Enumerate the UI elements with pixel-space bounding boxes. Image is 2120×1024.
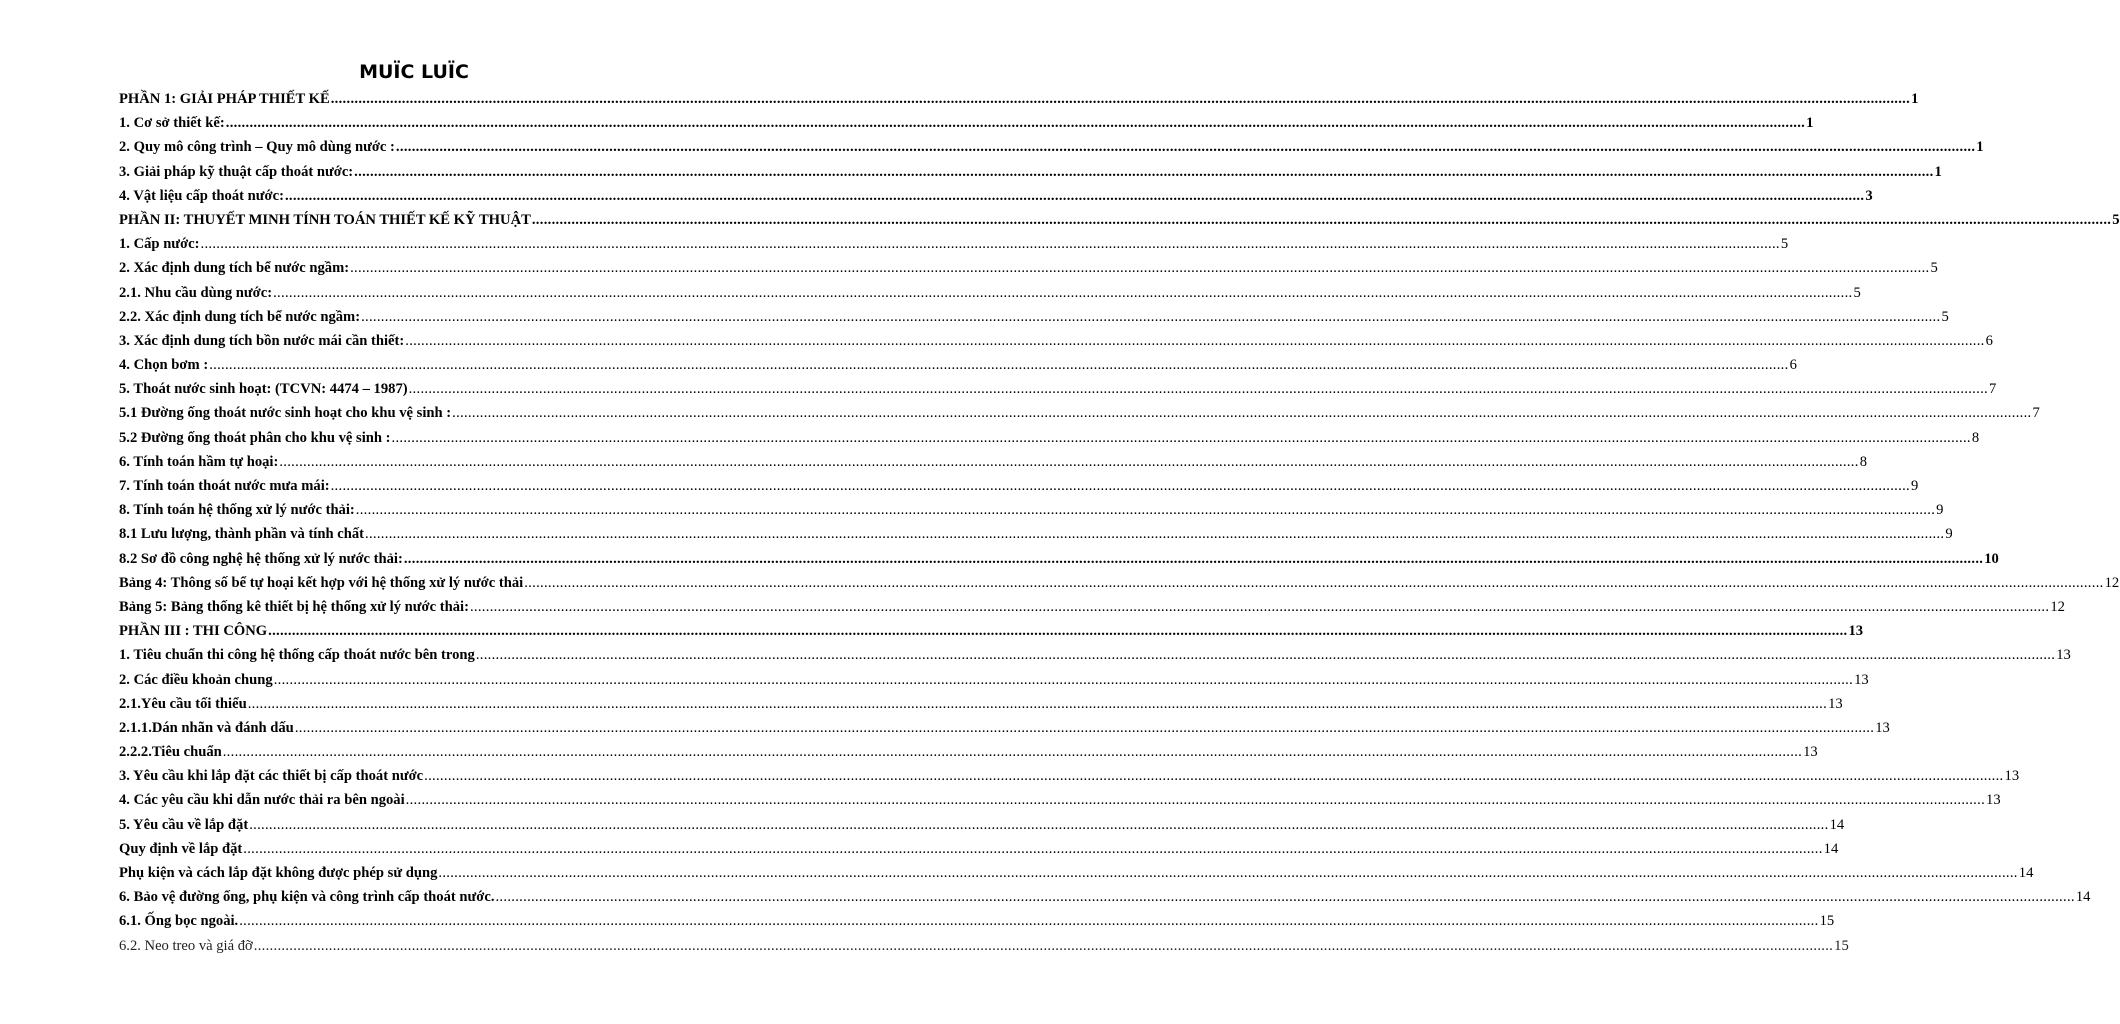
toc-entry[interactable] xyxy=(119,740,1818,764)
toc-entry[interactable] xyxy=(119,281,1861,305)
toc-entry[interactable] xyxy=(119,87,1919,111)
dot-leader: ................................................................................................................................................................................................................................................................................................................................................................................................................ xyxy=(355,502,1936,519)
toc-entry-text: 8.2 Sơ đồ công nghệ hệ thống xử lý nước thải: xyxy=(119,550,403,567)
dot-leader: ................................................................................................................................................................................................................................................................................................................................................................................................................ xyxy=(268,623,1848,640)
toc-entry-page: 3 xyxy=(1865,187,1873,204)
dot-leader: ................................................................................................................................................................................................................................................................................................................................................................................................................ xyxy=(330,91,1911,107)
toc-entry[interactable] xyxy=(119,861,2034,885)
toc-entry-page: 12 xyxy=(2104,574,2120,591)
toc-entry-page: 14 xyxy=(1823,840,1839,857)
toc-entry-text: 5. Thoát nước sinh hoạt: (TCVN: 4474 – 1987) xyxy=(119,381,408,398)
dot-leader: ................................................................................................................................................................................................................................................................................................................................................................................................................ xyxy=(225,115,1806,132)
dot-leader: ................................................................................................................................................................................................................................................................................................................................................................................................................ xyxy=(438,865,2018,881)
toc-entry-page: 5 xyxy=(1941,308,1949,325)
toc-entry[interactable] xyxy=(119,788,2001,812)
toc-entry-text: 2.2. Xác định dung tích bể nước ngầm: xyxy=(119,308,361,325)
toc-entry[interactable] xyxy=(119,909,1835,933)
toc-entry[interactable] xyxy=(119,232,1789,256)
toc-entry-text: 2.1. Nhu cầu dùng nước: xyxy=(119,284,273,301)
toc-entry-text: 1. Cấp nước: xyxy=(119,236,200,253)
toc-entry[interactable] xyxy=(119,764,2020,788)
toc-entry-text: 8. Tính toán hệ thống xử lý nước thải: xyxy=(119,502,355,519)
dot-leader: ................................................................................................................................................................................................................................................................................................................................................................................................................ xyxy=(354,163,1934,180)
toc-entry-page: 13 xyxy=(2004,768,2020,785)
toc-entry[interactable] xyxy=(119,716,1890,740)
toc-entry-page: 8 xyxy=(1971,429,1980,446)
toc-entry-page: 1 xyxy=(1976,139,1984,156)
toc-entry-page: 7 xyxy=(1988,381,1997,398)
toc-entry-page: 14 xyxy=(2075,889,2091,906)
toc-entry-text: 8.1 Lưu lượng, thành phần và tính chất xyxy=(119,526,364,543)
toc-entry-text: 6. Bảo vệ đường ống, phụ kiện và công trình cấp thoát nước. xyxy=(119,889,495,906)
toc-entry-page: 15 xyxy=(1834,937,1849,954)
toc-entry-text: 4. Chọn bơm : xyxy=(119,357,209,374)
toc-entry-page: 6 xyxy=(1985,332,1993,349)
toc-entry-page: 5 xyxy=(1853,284,1861,301)
toc-entry-page: 5 xyxy=(1930,260,1938,277)
toc-entry[interactable] xyxy=(119,377,1997,401)
toc-entry[interactable] xyxy=(119,885,2091,909)
toc-entry[interactable] xyxy=(119,208,2120,232)
toc-entry[interactable] xyxy=(119,547,1999,571)
dot-leader: ................................................................................................................................................................................................................................................................................................................................................................................................................ xyxy=(330,478,1910,494)
toc-entry-text: PHẦN 1: GIẢI PHÁP THIẾT KẾ xyxy=(119,91,330,107)
toc-entry-text: 6.1. Ống bọc ngoài. xyxy=(119,913,239,930)
toc-entry-page: 13 xyxy=(1875,719,1890,736)
toc-entry-text: 1. Cơ sở thiết kế: xyxy=(119,115,225,132)
table-of-contents xyxy=(119,87,2120,958)
toc-entry-page: 6 xyxy=(1789,357,1797,374)
dot-leader: ................................................................................................................................................................................................................................................................................................................................................................................................................ xyxy=(424,768,2004,785)
toc-entry-page: 15 xyxy=(1819,913,1835,930)
toc-entry[interactable] xyxy=(119,813,1845,837)
toc-entry-page: 13 xyxy=(1848,623,1864,640)
toc-entry-text: 5. Yêu cầu về lắp đặt xyxy=(119,816,249,833)
page-title: MUÏC LUÏC xyxy=(359,61,469,83)
toc-entry-text: 5.1 Đường ống thoát nước sinh hoạt cho khu vệ sinh : xyxy=(119,405,452,422)
dot-leader: ................................................................................................................................................................................................................................................................................................................................................................................................................ xyxy=(279,453,1859,470)
dot-leader: ................................................................................................................................................................................................................................................................................................................................................................................................................ xyxy=(495,889,2075,906)
toc-entry[interactable] xyxy=(119,837,1839,861)
dot-leader: ................................................................................................................................................................................................................................................................................................................................................................................................................ xyxy=(273,671,1854,688)
toc-entry-page: 5 xyxy=(2112,211,2120,228)
dot-leader: ................................................................................................................................................................................................................................................................................................................................................................................................................ xyxy=(524,574,2104,591)
dot-leader: ................................................................................................................................................................................................................................................................................................................................................................................................................ xyxy=(243,840,1823,857)
toc-entry-page: 9 xyxy=(1910,478,1919,494)
toc-entry[interactable] xyxy=(119,474,1919,498)
toc-entry-text: 2. Xác định dung tích bể nước ngầm: xyxy=(119,260,350,277)
toc-entry-text: 2.1.1.Dán nhãn và đánh dấu xyxy=(119,719,294,736)
toc-entry-text: Bảng 5: Bảng thống kê thiết bị hệ thống xử lý nước thải: xyxy=(119,598,469,615)
toc-entry[interactable] xyxy=(119,643,2071,667)
toc-entry-page: 1 xyxy=(1934,163,1942,180)
toc-entry-text: 7. Tính toán thoát nước mưa mái: xyxy=(119,478,330,494)
toc-entry-text: 5.2 Đường ống thoát phân cho khu vệ sinh : xyxy=(119,429,391,446)
dot-leader: ................................................................................................................................................................................................................................................................................................................................................................................................................ xyxy=(253,937,1834,954)
dot-leader: ................................................................................................................................................................................................................................................................................................................................................................................................................ xyxy=(273,284,1853,301)
toc-entry-text: 2.2.2.Tiêu chuẩn xyxy=(119,744,222,761)
toc-entry-page: 7 xyxy=(2032,405,2040,422)
toc-entry-page: 13 xyxy=(2056,647,2071,664)
dot-leader: ................................................................................................................................................................................................................................................................................................................................................................................................................ xyxy=(361,308,1941,325)
dot-leader: ................................................................................................................................................................................................................................................................................................................................................................................................................ xyxy=(209,357,1789,374)
toc-entry[interactable] xyxy=(119,305,1949,329)
toc-entry-page: 14 xyxy=(2018,865,2034,881)
toc-entry[interactable] xyxy=(119,934,1849,958)
toc-entry[interactable] xyxy=(119,522,1953,546)
toc-entry[interactable] xyxy=(119,401,2040,425)
toc-entry-text: 2. Quy mô công trình – Quy mô dùng nước : xyxy=(119,139,395,156)
toc-entry[interactable] xyxy=(119,135,1984,159)
dot-leader: ................................................................................................................................................................................................................................................................................................................................................................................................................ xyxy=(200,236,1780,253)
toc-entry-page: 14 xyxy=(1829,816,1845,833)
toc-entry-text: 3. Xác định dung tích bồn nước mái cần thiết: xyxy=(119,332,405,349)
toc-entry-page: 13 xyxy=(1828,695,1843,712)
dot-leader: ................................................................................................................................................................................................................................................................................................................................................................................................................ xyxy=(222,744,1803,761)
toc-entry-page: 8 xyxy=(1859,453,1867,470)
toc-entry-page: 9 xyxy=(1936,502,1944,519)
dot-leader: ................................................................................................................................................................................................................................................................................................................................................................................................................ xyxy=(403,550,1984,567)
toc-entry[interactable] xyxy=(119,184,1873,208)
toc-entry-text: PHẦN II: THUYẾT MINH TÍNH TOÁN THIẾT KẾ KỸ THUẬT xyxy=(119,211,531,228)
toc-entry-page: 13 xyxy=(1986,792,2001,809)
toc-entry-text: Bảng 4: Thông số bể tự hoại kết hợp với hệ thống xử lý nước thải xyxy=(119,574,524,591)
dot-leader: ................................................................................................................................................................................................................................................................................................................................................................................................................ xyxy=(365,526,1945,543)
dot-leader: ................................................................................................................................................................................................................................................................................................................................................................................................................ xyxy=(469,598,2050,615)
toc-entry[interactable] xyxy=(119,668,1869,692)
dot-leader: ................................................................................................................................................................................................................................................................................................................................................................................................................ xyxy=(395,139,1976,156)
toc-entry-page: 1 xyxy=(1911,91,1919,107)
toc-entry-page: 1 xyxy=(1806,115,1814,132)
dot-leader: ................................................................................................................................................................................................................................................................................................................................................................................................................ xyxy=(405,792,1986,809)
toc-entry-text: 1. Tiêu chuẩn thi công hệ thống cấp thoát nước bên trong xyxy=(119,647,475,664)
dot-leader: ................................................................................................................................................................................................................................................................................................................................................................................................................ xyxy=(239,913,1819,930)
toc-entry[interactable] xyxy=(119,160,1942,184)
toc-entry-page: 13 xyxy=(1803,744,1818,761)
toc-entry-text: 2.1.Yêu cầu tối thiểu xyxy=(119,695,247,712)
toc-entry[interactable] xyxy=(119,571,2120,595)
toc-entry[interactable] xyxy=(119,619,1864,643)
dot-leader: ................................................................................................................................................................................................................................................................................................................................................................................................................ xyxy=(408,381,1988,398)
toc-entry-text: 3. Yêu cầu khi lắp đặt các thiết bị cấp thoát nước xyxy=(119,768,424,785)
toc-entry-text: Phụ kiện và cách lắp đặt không được phép sử dụng xyxy=(119,865,438,881)
dot-leader: ................................................................................................................................................................................................................................................................................................................................................................................................................ xyxy=(350,260,1930,277)
toc-entry[interactable] xyxy=(119,450,1867,474)
toc-entry[interactable] xyxy=(119,426,1980,450)
toc-entry[interactable] xyxy=(119,498,1944,522)
dot-leader: ................................................................................................................................................................................................................................................................................................................................................................................................................ xyxy=(249,816,1829,833)
dot-leader: ................................................................................................................................................................................................................................................................................................................................................................................................................ xyxy=(294,719,1875,736)
toc-entry[interactable] xyxy=(119,256,1938,280)
toc-entry-page: 5 xyxy=(1780,236,1789,253)
toc-entry[interactable] xyxy=(119,353,1797,377)
toc-entry-page: 13 xyxy=(1854,671,1869,688)
dot-leader: ................................................................................................................................................................................................................................................................................................................................................................................................................ xyxy=(405,332,1985,349)
dot-leader: ................................................................................................................................................................................................................................................................................................................................................................................................................ xyxy=(475,647,2056,664)
toc-entry-text: 4. Các yêu cầu khi dẫn nước thải ra bên ngoài xyxy=(119,792,405,809)
dot-leader: ................................................................................................................................................................................................................................................................................................................................................................................................................ xyxy=(391,429,1971,446)
dot-leader: ................................................................................................................................................................................................................................................................................................................................................................................................................ xyxy=(531,211,2112,228)
toc-entry[interactable] xyxy=(119,595,2065,619)
dot-leader: ................................................................................................................................................................................................................................................................................................................................................................................................................ xyxy=(247,695,1828,712)
toc-entry-text: 2. Các điều khoản chung xyxy=(119,671,273,688)
toc-entry-text: PHẦN III : THI CÔNG xyxy=(119,623,268,640)
toc-entry-page: 10 xyxy=(1984,550,1999,567)
toc-entry[interactable] xyxy=(119,692,1843,716)
toc-entry-page: 9 xyxy=(1945,526,1953,543)
toc-entry-page: 12 xyxy=(2050,598,2065,615)
dot-leader: ................................................................................................................................................................................................................................................................................................................................................................................................................ xyxy=(452,405,2032,422)
toc-entry-text: 6.2. Neo treo và giá đỡ xyxy=(119,937,253,954)
dot-leader: ................................................................................................................................................................................................................................................................................................................................................................................................................ xyxy=(284,187,1865,204)
toc-entry-text: 3. Giải pháp kỹ thuật cấp thoát nước: xyxy=(119,163,354,180)
toc-entry[interactable] xyxy=(119,329,1993,353)
toc-entry-text: 4. Vật liệu cấp thoát nước: xyxy=(119,187,284,204)
toc-entry-text: Quy định về lắp đặt xyxy=(119,840,243,857)
toc-entry-text: 6. Tính toán hầm tự hoại: xyxy=(119,453,279,470)
toc-entry[interactable] xyxy=(119,111,1814,135)
